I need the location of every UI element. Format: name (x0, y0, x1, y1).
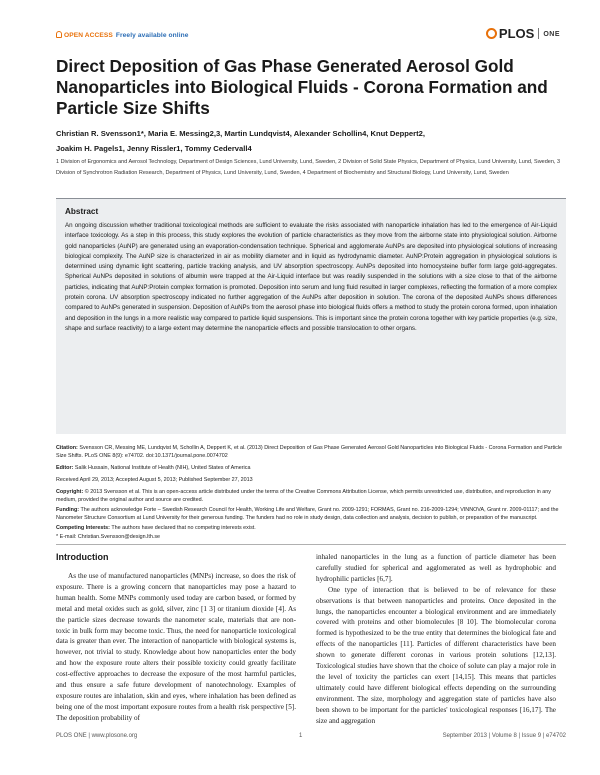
intro-right-column (316, 552, 556, 727)
citation-text: Svensson CR, Messing ME, Lundqvist M, Schollin A, Deppert K, et al. (2013) Direct Deposition of Gas Phase Generated Aerosol Gold Nanoparticles into Biological Fluids - Corona Formation and Particle Size Shifts. PLoS ONE 8(9): e74702. doi:10.1371/journal.pone.0074702 (56, 445, 563, 460)
publication-dates: Received April 29, 2013; Accepted August 5, 2013; Published September 27, 2013 (56, 477, 253, 483)
funding-label: Funding: (56, 507, 80, 513)
citation (56, 444, 566, 460)
abstract-box (56, 198, 566, 434)
plos-wordmark: PLOS (498, 26, 535, 41)
plos-one-logo[interactable] (486, 26, 560, 41)
funding (56, 506, 566, 522)
funding-text: The authors acknowledge Forte – Swedish Research Council for Health, Working Life and Welfare, Grant no. 2009-1291; FORMAS, Grant no. 216-2009-1294; VINNOVA, Grant nr. 2009-01117; and the Nanometer Structure Consortium at Lund University for their generous funding. The funders had no role in study design, data collection and analysis, decision to publish, or preparation of the manuscript. (56, 507, 559, 522)
intro-paragraph-1: As the use of manufactured nanoparticles (MNPs) increase, so does the risk of exposure. There is a growing concern that nanoparticles may pose a hazard to human health. Some MNPs commonly used today are carbon based, or formed by metal and metal oxides such as gold, silver, zinc [1 3] or titanium dioxide [4]. As the particle sizes decrease towards the nanometer scale, materials that are non-toxic in bulk form may become toxic. Thus, the need for nanoparticle toxicological data is greater than ever. The interaction of nanoparticle with biological systems is, however, not trivial to study. Knowledge about how nanoparticles enter the body and how the exposure route alters their possible toxicity could greatly facilitate cost-effective approaches to decrease the exposure of the most harmful particles, and thus ensure a safe future development of nanotechnology. Examples of exposure routes are inhalation, skin and eyes, where inhalation has been defined as being one of the most important exposure routes from a health risk perspective [5]. The deposition probability of (56, 572, 296, 722)
author-line-2: Joakim H. Pagels1, Jenny Rissler1, Tommy Cedervall4 (56, 143, 252, 153)
intro-paragraph-2: One type of interaction that is believed to be of relevance for these observations is that between nanoparticles and proteins. Once deposited in the lungs, the nanoparticles encounter a biological environment and are immediately covered with proteins and other biomolecules [8 10]. The biomolecular corona formed is hypothesized to be the true entity that determines the biological fate and effects of the nanoparticles [11]. Particles of different characteristics have been shown to generate different coronas in various protein solutions [12,13]. Toxicological studies have shown that the choice of solute can play a major role in the level of toxicity the particles can exert [14,15]. This means that particles ultimately could have different biological effects depending on the surrounding environment. The size, morphology and aggregation state of particles have also been shown to be important for the particles' toxicological responses [16,17]. The size and aggregation (316, 585, 556, 725)
article-title: Direct Deposition of Gas Phase Generated Aerosol Gold Nanoparticles into Biological Fluids - Corona Formation and Particle Size Shifts (56, 56, 548, 118)
plos-circle-icon (486, 28, 497, 39)
open-access-label-2: ACCESS (84, 32, 113, 39)
author-list (56, 127, 566, 156)
citation-label: Citation: (56, 445, 78, 451)
one-wordmark: ONE (543, 31, 560, 38)
page-footer (56, 733, 566, 745)
copyright (56, 488, 566, 504)
logo-divider (538, 28, 539, 39)
corresponding-email[interactable]: * E-mail: Christian.Svensson@design.lth.se (56, 534, 161, 540)
footer-journal[interactable]: PLOS ONE | www.plosone.org (56, 733, 138, 739)
editor-text: Salik Hussain, National Institute of Health (NIH), United States of America (74, 465, 251, 471)
introduction-heading: Introduction (56, 552, 109, 562)
competing-interests (56, 524, 566, 532)
footer-page-number: 1 (299, 733, 303, 739)
abstract-heading: Abstract (65, 207, 99, 216)
affiliations: 1 Division of Ergonomics and Aerosol Technology, Department of Design Sciences, Lund University, Lund, Sweden, 2 Division of Solid State Physics, Department of Physics, Lund University, Lund, Sweden, 3 Division of Synchrotron Radiation Research, Department of Physics, Lund University, Lund, Sweden, 4 Department of Biochemistry and Structural Biology, Lund University, Lund, Sweden (56, 159, 561, 176)
freely-available-label: Freely available online (115, 32, 189, 39)
open-access-badge[interactable] (56, 31, 189, 39)
competing-label: Competing Interests: (56, 525, 110, 531)
page-header (56, 26, 560, 48)
author-line-1: Christian R. Svensson1*, Maria E. Messing2,3, Martin Lundqvist4, Alexander Schollin4, Knut Deppert2, (56, 129, 425, 138)
copyright-text: © 2013 Svensson et al. This is an open-access article distributed under the terms of the Creative Commons Attribution License, which permits unrestricted use, distribution, and reproduction in any medium, provided the original author and source are credited. (56, 489, 551, 504)
intro-paragraph-1-cont: inhaled nanoparticles in the lung as a function of particle diameter has been carefully studied for spherical and agglomerated as well as hydrophobic and hydrophilic particles [6,7]. (316, 553, 556, 583)
footer-issue: September 2013 | Volume 8 | Issue 9 | e74702 (442, 733, 566, 739)
editor-label: Editor: (56, 465, 74, 471)
intro-left-column (56, 552, 296, 724)
open-access-lock-icon (56, 31, 62, 38)
metadata-divider (56, 544, 566, 545)
abstract-text: An ongoing discussion whether traditional toxicological methods are sufficient to evaluate the risks associated with nanoparticle inhalation has led to the emergence of Air-Liquid interface toxicology. As a step in this process, this study explores the evolution of particle characteristics as they move from the airborne state into physiological solution. Airborne gold nanoparticles (AuNP) are generated using an evaporation-condensation technique. Spherical and agglomerate AuNPs are deposited into physiological solutions of increasing biological complexity. The AuNP size is characterized in air as mobility diameter and in liquid as hydrodynamic diameter. AuNP:Protein aggregation in physiological solutions is determined using dynamic light scattering, particle tracking analysis, and UV absorption spectroscopy. AuNPs deposited into homocysteine buffer form large gold-aggregates. Spherical AuNPs deposited in solutions of albumin were trapped at the Air-Liquid interface but was readily suspended in the solutions with a size close to that of the airborne particles, indicating that AuNP:Protein complex formation is promoted. Deposition into serum and lung fluid resulted in larger complexes, reflecting the formation of a more complex protein corona. UV absorption spectroscopy indicated no further aggregation of the AuNPs after deposition in solution. The corona of the deposited AuNPs shows differences compared to AuNPs generated in suspension. Deposition of AuNPs from the aerosol phase into biological fluids offers a method to study the protein corona formed, upon inhalation and deposition in the lungs in a more realistic way compared to particle liquid suspensions. This is important since the protein corona together with key particle properties (e.g. size, shape and surface reactivity) to a large extent may determine the nanoparticle effects and possible translocation to other organs. (65, 222, 557, 332)
copyright-label: Copyright: (56, 489, 84, 495)
open-access-label: OPEN (64, 32, 84, 39)
editor (56, 464, 566, 472)
competing-text: The authors have declared that no competing interests exist. (111, 525, 256, 531)
